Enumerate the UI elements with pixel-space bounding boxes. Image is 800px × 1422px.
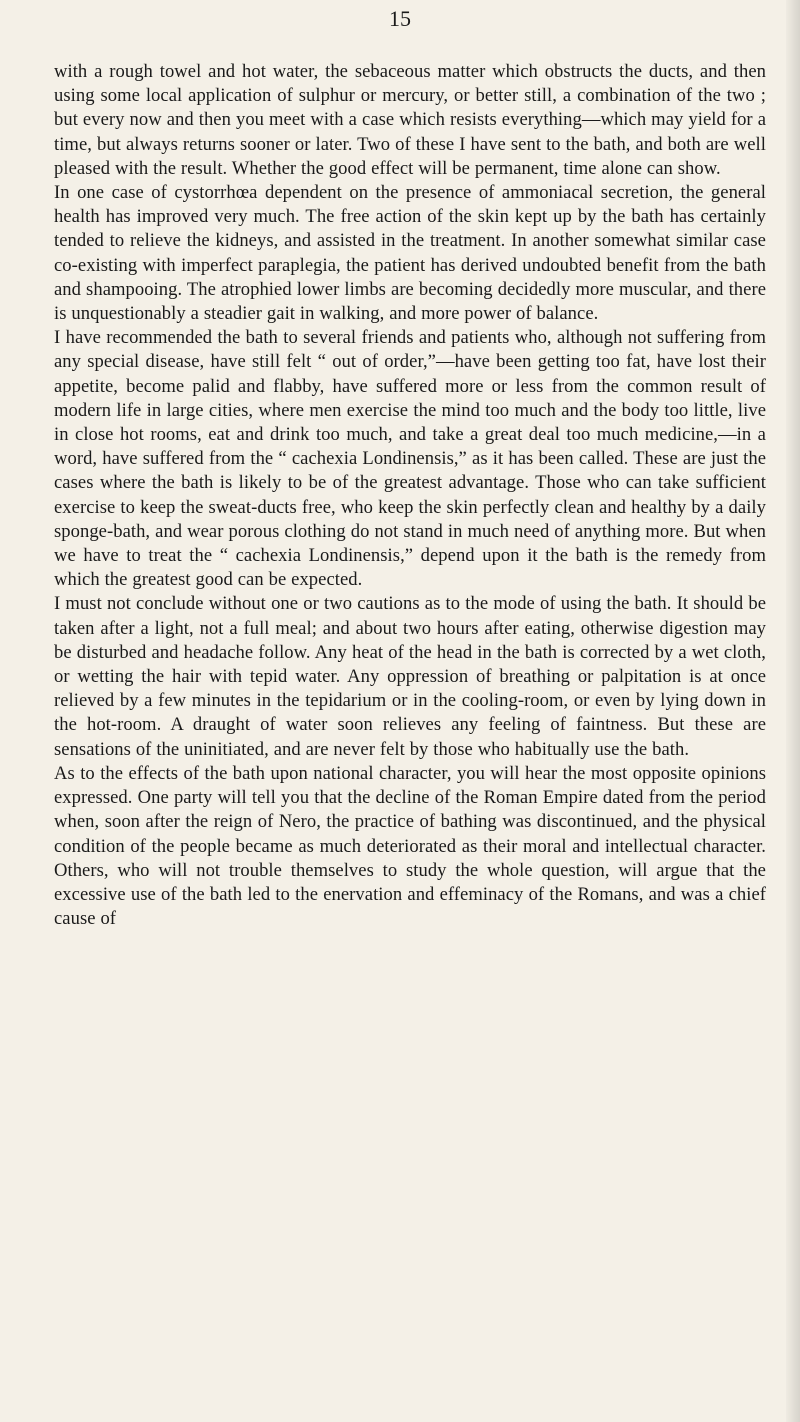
paragraph-5: As to the effects of the bath upon national character, you will hear the most opposite opinions expressed. One party will tell you that the decline of the Roman Empire dated from the period when, soon after the reign of Nero, the practice of bathing was discontinued, and the physical condition of the people became as much deteriorated as their moral and intellectual character. Others, who will not trouble themselves to study the whole question, will argue that the excessive use of the bath led to the enervation and effeminacy of the Romans, and was a chief cause of xyxy=(54,762,766,930)
paragraph-1: with a rough towel and hot water, the sebaceous matter which obstructs the ducts, and then using some local application of sulphur or mercury, or better still, a combination of the two ; but every now and then you meet with a case which resists everything—which may yield for a time, but always returns sooner or later. Two of these I have sent to the bath, and both are well pleased with the result. Whether the good effect will be permanent, time alone can show. xyxy=(54,61,766,179)
paragraph-3: I have recommended the bath to several friends and patients who, although not suffering from any special disease, have still felt “ out of order,”—have been getting too fat, have lost their appetite, become palid and flabby, have suffered more or less from the common result of modern life in large cities, where men exercise the mind too much and the body too little, live in close hot rooms, eat and drink too much, and take a great deal too much medicine,—in a word, have suffered from the “ cachexia Londinensis,” as it has been called. These are just the cases where the bath is likely to be of the greatest advantage. Those who can take sufficient exercise to keep the sweat-ducts free, who keep the skin perfectly clean and healthy by a daily sponge-bath, and wear porous clothing do not stand in much need of anything more. But when we have to treat the “ cachexia Londinensis,” depend upon it the bath is the remedy from which the greatest good can be expected. xyxy=(54,327,766,591)
page-number: 15 xyxy=(389,6,411,31)
paragraph-4: I must not conclude without one or two cautions as to the mode of using the bath. It should be taken after a light, not a full meal; and about two hours after eating, otherwise digestion may be disturbed and headache follow. Any heat of the head in the bath is corrected by a wet cloth, or wetting the hair with tepid water. Any oppression of breathing or palpitation is at once relieved by a few minutes in the tepidarium or in the cooling-room, or even by lying down in the hot-room. A draught of water soon relieves any feeling of faintness. But these are sensations of the uninitiated, and are never felt by those who habitually use the bath. xyxy=(54,593,766,760)
page-body-text xyxy=(54,60,766,931)
paragraph-2: In one case of cystorrhœa dependent on the presence of ammoniacal secretion, the general health has improved very much. The free action of the skin kept up by the bath has certainly tended to relieve the kidneys, and assisted in the treatment. In another somewhat similar case co-existing with imperfect paraplegia, the patient has derived undoubted benefit from the bath and shampooing. The atrophied lower limbs are becoming decidedly more muscular, and there is unquestionably a steadier gait in walking, and more power of balance. xyxy=(54,182,766,325)
scan-edge-shadow xyxy=(786,0,800,1422)
